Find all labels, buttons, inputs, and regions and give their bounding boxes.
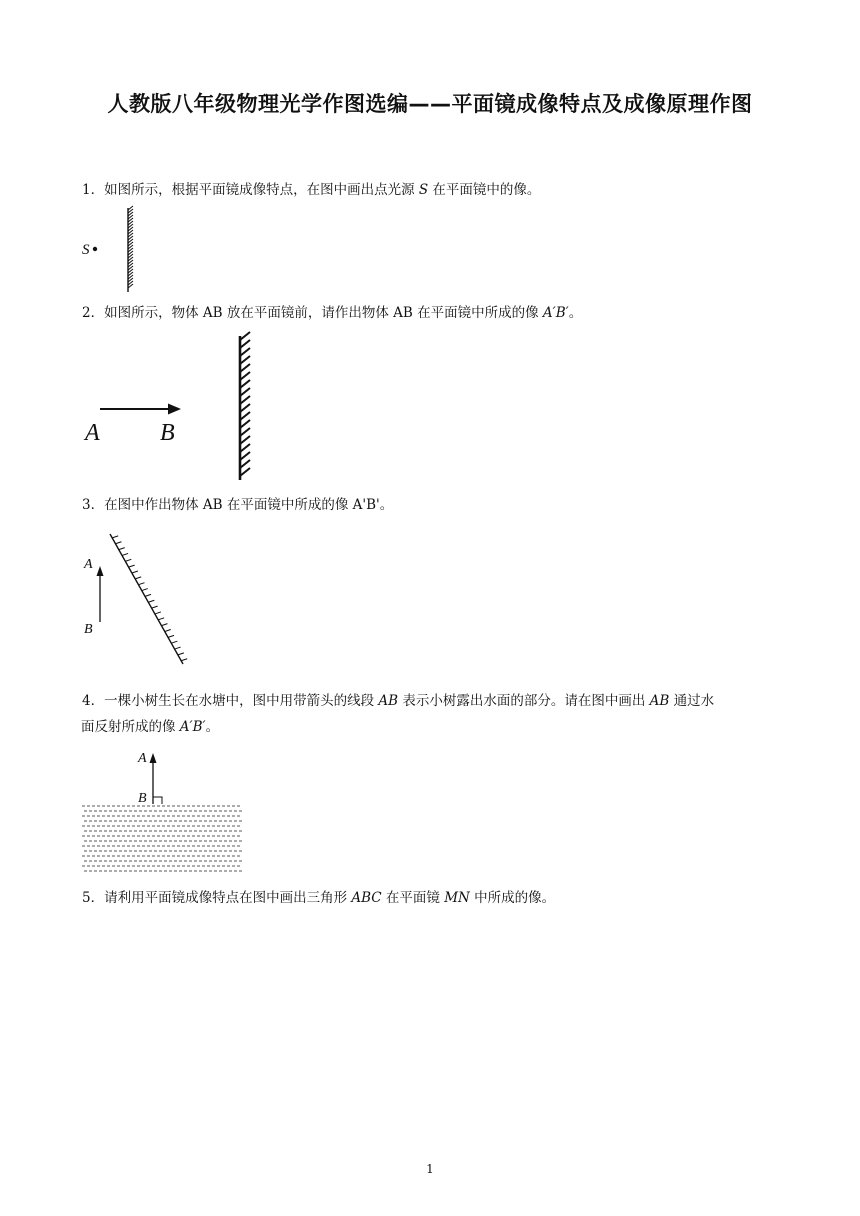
hatch-line <box>158 618 164 620</box>
hatch-line <box>155 612 161 614</box>
hatch-line <box>122 553 128 555</box>
hatch-line <box>132 571 138 573</box>
mirror-hatching <box>128 206 133 288</box>
question-3: 3．在图中作出物体 AB 在平面镜中所成的像 A'B'。 <box>82 497 394 513</box>
figure-4 <box>80 746 250 878</box>
mirror-hatching <box>240 332 250 476</box>
label-a: A <box>85 420 100 446</box>
question-number: 1． <box>82 182 105 198</box>
hatch-line <box>115 542 121 544</box>
label-a: A <box>84 557 93 572</box>
hatch-line <box>125 559 131 561</box>
hatch-line <box>240 452 250 460</box>
question-5: 5．请利用平面镜成像特点在图中画出三角形 ABC 在平面镜 MN 中所成的像。 <box>82 890 556 906</box>
right-angle-mark <box>153 797 162 804</box>
question-4: 4．一棵小树生长在水塘中，图中用带箭头的线段 AB 表示小树露出水面的部分。请在图中画出 AB 通过水 面反射所成的像 A′B′。 <box>81 693 715 735</box>
page-number: 1 <box>426 1162 434 1176</box>
hatch-line <box>145 594 151 596</box>
hatch-line <box>178 653 184 655</box>
point-source-dot <box>93 247 97 251</box>
document-title: 人教版八年级物理光学作图选编——平面镜成像特点及成像原理作图 <box>107 92 753 116</box>
question-1: 1．如图所示，根据平面镜成像特点，在图中画出点光源 S 在平面镜中的像。 <box>82 182 541 198</box>
question-number: 3． <box>82 497 105 513</box>
hatch-line <box>240 412 250 420</box>
hatch-line <box>240 388 250 396</box>
point-source-label: S <box>82 242 90 258</box>
hatch-line <box>240 460 250 468</box>
hatch-line <box>240 340 250 348</box>
hatch-line <box>240 444 250 452</box>
hatch-line <box>240 428 250 436</box>
water-surface <box>82 806 242 871</box>
inclined-plane-mirror <box>110 534 183 664</box>
hatch-line <box>175 647 181 649</box>
figure-2 <box>80 334 270 484</box>
hatch-line <box>181 659 187 661</box>
arrowhead <box>168 404 181 415</box>
hatch-line <box>240 396 250 404</box>
arrowhead <box>97 566 104 576</box>
figure-1 <box>78 206 148 296</box>
hatch-line <box>240 348 250 356</box>
hatch-line <box>148 600 154 602</box>
arrowhead <box>150 753 157 763</box>
question-number: 4． <box>82 693 105 709</box>
hatch-line <box>152 606 158 608</box>
hatch-line <box>240 332 250 340</box>
hatch-line <box>240 404 250 412</box>
hatch-line <box>240 372 250 380</box>
hatch-line <box>119 548 125 550</box>
hatch-line <box>240 364 250 372</box>
hatch-line <box>171 641 177 643</box>
label-b: B <box>138 791 147 806</box>
figure-3 <box>80 530 200 670</box>
hatch-line <box>142 589 148 591</box>
hatch-line <box>135 577 141 579</box>
hatch-line <box>112 536 118 538</box>
hatch-line <box>240 380 250 388</box>
hatch-line <box>129 565 135 567</box>
label-b: B <box>84 622 93 637</box>
hatch-line <box>138 583 144 585</box>
question-2: 2．如图所示，物体 AB 放在平面镜前，请作出物体 AB 在平面镜中所成的像 A′B′。 <box>82 305 583 321</box>
hatch-line <box>240 420 250 428</box>
mirror-hatching <box>112 536 187 661</box>
question-number: 2． <box>82 305 105 321</box>
question-number: 5． <box>82 890 105 906</box>
hatch-line <box>168 635 174 637</box>
hatch-line <box>240 356 250 364</box>
hatch-line <box>240 436 250 444</box>
hatch-line <box>161 624 167 626</box>
label-b: B <box>160 420 175 446</box>
label-a: A <box>138 751 147 766</box>
hatch-line <box>165 630 171 632</box>
hatch-line <box>240 468 250 476</box>
